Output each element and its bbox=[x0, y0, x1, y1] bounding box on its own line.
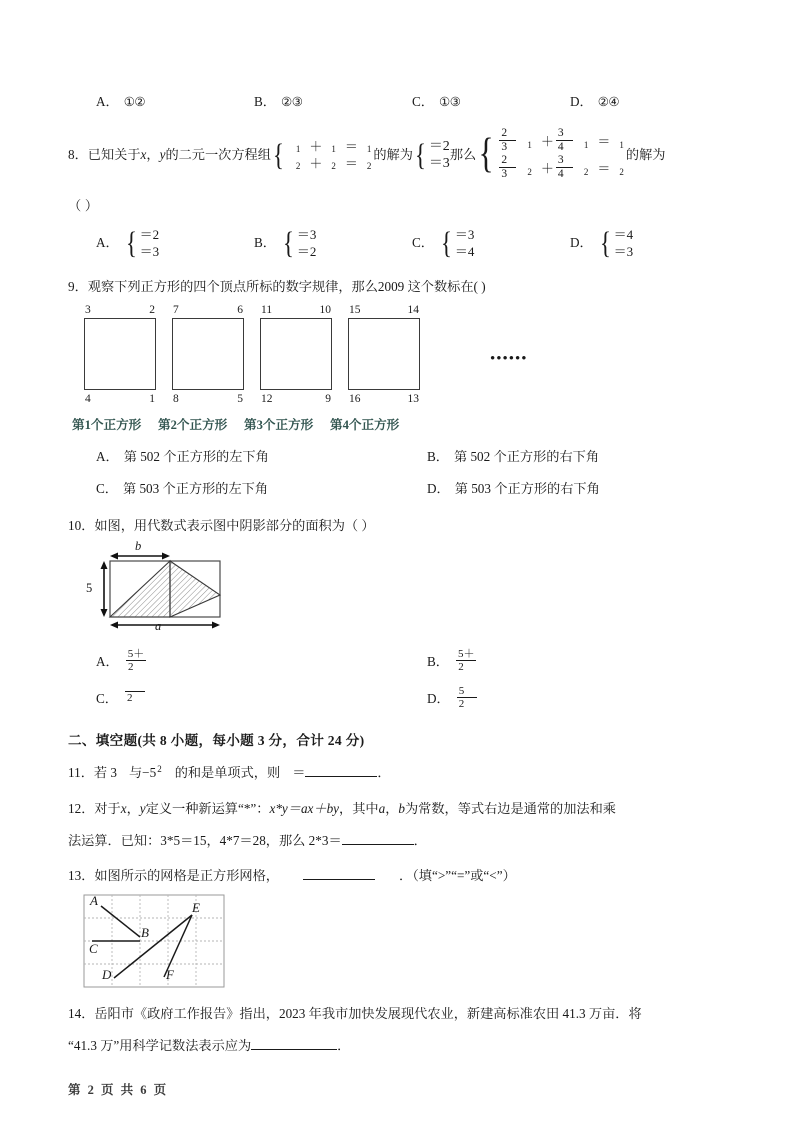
square-3-top-left: 11 bbox=[261, 304, 273, 316]
q8-system-2-row-2: ＝3 bbox=[428, 156, 450, 171]
question-8 bbox=[68, 128, 728, 182]
q9-option-b-label: B． bbox=[427, 449, 449, 464]
q10-option-d[interactable] bbox=[397, 686, 728, 711]
figure-label-5: 5 bbox=[86, 581, 93, 595]
q13-answer-blank[interactable] bbox=[303, 879, 375, 880]
q9-option-b-text: 第 502 个正方形的右下角 bbox=[453, 449, 600, 464]
grid-point-d-label: D bbox=[102, 967, 112, 982]
q10-option-d-denominator: 2 bbox=[457, 697, 477, 710]
brace-left-icon: { bbox=[599, 224, 611, 260]
q7-option-a[interactable] bbox=[96, 92, 254, 112]
q10-option-b-numerator: 5＋ bbox=[457, 648, 475, 660]
q14-line2-tail: ． bbox=[337, 1038, 351, 1053]
brace-left-icon: { bbox=[282, 224, 295, 260]
q7-option-c-value: ①③ bbox=[438, 95, 461, 109]
grid-point-c-label: C bbox=[89, 941, 98, 956]
q10-options-row-1 bbox=[68, 649, 728, 674]
q9-option-c-text: 第 503 个正方形的左下角 bbox=[122, 481, 269, 496]
square-4-bottom-left: 16 bbox=[349, 393, 361, 405]
q12-formula: x*y＝ax＋by bbox=[269, 801, 340, 816]
arrow-left-b-icon bbox=[110, 553, 118, 560]
square-2-bottom-left: 8 bbox=[173, 393, 179, 405]
arrow-down-5-icon bbox=[101, 609, 108, 617]
q14-number: 14． bbox=[68, 1006, 95, 1021]
q10-option-d-label: D． bbox=[427, 690, 450, 706]
q7-option-b[interactable] bbox=[254, 92, 412, 112]
q9-options-row-1 bbox=[68, 447, 728, 467]
square-1-bottom-left: 4 bbox=[85, 393, 91, 405]
square-3-caption: 第3个正方形 bbox=[244, 418, 314, 432]
square-2-caption: 第2个正方形 bbox=[158, 418, 228, 432]
q8-option-b[interactable] bbox=[254, 226, 412, 260]
question-10 bbox=[68, 515, 728, 537]
square-2-top-left: 7 bbox=[173, 304, 179, 316]
fraction: $\frac{2}{3}$ bbox=[499, 154, 516, 181]
brace-left-icon: { bbox=[125, 224, 137, 260]
question-12-line-1 bbox=[68, 798, 728, 820]
q11-part-4: ＝ bbox=[292, 765, 306, 780]
q10-option-c[interactable] bbox=[96, 686, 397, 711]
fraction: $\frac{3}{4}$ bbox=[556, 154, 573, 181]
square-outline bbox=[84, 318, 156, 390]
q10-option-a-fraction bbox=[126, 648, 147, 673]
q11-tail: ． bbox=[377, 765, 391, 780]
question-12-line-2 bbox=[68, 830, 728, 852]
q11-part-1: 若 3 bbox=[93, 765, 117, 780]
q8-var-y: y bbox=[159, 147, 166, 162]
q8-option-d-row-2: ＝3 bbox=[613, 244, 634, 259]
q11-part-2: 与−5 bbox=[128, 765, 157, 780]
q10-option-c-label: C． bbox=[96, 690, 118, 706]
figure-label-a: a bbox=[155, 619, 162, 633]
q12-number: 12． bbox=[68, 801, 95, 816]
q14-line-1: 岳阳市《政府工作报告》指出，2023 年我市加快发展现代农业，新建高标准农田 41.3 万亩．将 bbox=[94, 1006, 642, 1021]
q8-text-4: 那么 bbox=[449, 147, 477, 162]
q14-line2-a: “41.3 万”用科学记数法表示应为 bbox=[68, 1038, 252, 1053]
q8-system-2-row-1: ＝2 bbox=[428, 139, 450, 154]
q7-option-d[interactable] bbox=[570, 92, 728, 112]
q12-line1-d: 为常数，等式右边是通常的加法和乘 bbox=[404, 801, 616, 816]
ellipsis-dots: •••••• bbox=[490, 351, 528, 367]
q13-grid-figure bbox=[82, 893, 230, 989]
q8-option-a-row-2: ＝3 bbox=[139, 244, 160, 259]
grid-point-f-label: F bbox=[166, 967, 174, 982]
q10-number: 10． bbox=[68, 518, 95, 533]
q8-option-a-label: A． bbox=[96, 235, 119, 250]
q12-line2-tail: ． bbox=[413, 833, 427, 848]
q13-number: 13． bbox=[68, 868, 95, 883]
q10-option-b-label: B． bbox=[427, 653, 449, 669]
square-3-bottom-right: 9 bbox=[325, 393, 331, 405]
q9-option-d-text: 第 503 个正方形的右下角 bbox=[454, 481, 600, 496]
q9-square-captions bbox=[72, 414, 728, 433]
grid-point-b-label: B bbox=[141, 925, 149, 940]
square-outline bbox=[260, 318, 332, 390]
page-footer: 第 2 页 共 6 页 bbox=[68, 1083, 169, 1097]
q8-number: 8． bbox=[68, 147, 88, 162]
q10-option-d-numerator: 5 bbox=[458, 685, 465, 697]
q8-system-3-row-2: $\frac{2}{3}$ 2 ＋ $\frac{3}{4}$ 2 ＝ 2 bbox=[501, 154, 624, 180]
q9-number: 9． bbox=[68, 279, 88, 294]
q10-option-d-fraction bbox=[457, 685, 477, 710]
square-3-bottom-left: 12 bbox=[261, 393, 273, 405]
question-9 bbox=[68, 276, 728, 298]
q8-option-a-row-1: ＝2 bbox=[139, 227, 160, 242]
q8-system-1-row-2: 2 ＋ 2 ＝ 2 bbox=[295, 156, 372, 171]
fraction: $\frac{3}{4}$ bbox=[556, 127, 573, 154]
figure-label-b: b bbox=[135, 539, 142, 553]
q8-system-1 bbox=[271, 138, 373, 172]
grid-point-e-label: E bbox=[192, 900, 200, 915]
question-11 bbox=[68, 762, 728, 785]
question-13 bbox=[68, 865, 728, 887]
q9-squares-figure bbox=[76, 304, 728, 409]
q10-options-row-2 bbox=[68, 686, 728, 711]
q12-var-b: b bbox=[398, 801, 405, 816]
q12-line1-c: ，其中 bbox=[339, 801, 379, 816]
square-4-top-left: 15 bbox=[349, 304, 361, 316]
q12-var-x: x bbox=[120, 801, 127, 816]
q9-options-row-2 bbox=[68, 479, 728, 499]
brace-left-icon: { bbox=[272, 136, 284, 172]
brace-left-icon: { bbox=[478, 131, 494, 178]
q9-option-b[interactable] bbox=[397, 447, 728, 467]
q7-option-d-value: ②④ bbox=[597, 95, 620, 109]
q8-system-3-row-1: $\frac{2}{3}$ 1 ＋ $\frac{3}{4}$ 1 ＝ 1 bbox=[501, 127, 624, 153]
q9-option-a-text: 第 502 个正方形的左下角 bbox=[123, 449, 269, 464]
q13-text-a: 如图所示的网格是正方形网格， bbox=[94, 868, 279, 883]
square-1-top-left: 3 bbox=[85, 304, 91, 316]
q9-option-a-label: A． bbox=[96, 449, 119, 464]
q9-text: 观察下列正方形的四个顶点所标的数字规律，那么2009 这个数标在( ) bbox=[87, 279, 486, 294]
q10-option-b[interactable] bbox=[397, 649, 728, 674]
square-1-bottom-right: 1 bbox=[149, 393, 155, 405]
q8-option-c-label: C． bbox=[412, 235, 434, 250]
q11-part-3: 的和是单项式，则 bbox=[174, 765, 281, 780]
q7-options-row bbox=[68, 92, 728, 112]
section-2-heading: 二、填空题(共 8 小题，每小题 3 分，合计 24 分) bbox=[68, 733, 365, 748]
q12-comma: ， bbox=[126, 801, 140, 816]
square-2 bbox=[172, 304, 244, 405]
q9-option-d-label: D． bbox=[427, 481, 450, 496]
square-2-bottom-right: 5 bbox=[237, 393, 243, 405]
question-14-line-2 bbox=[68, 1035, 728, 1057]
q10-option-c-fraction bbox=[125, 691, 145, 704]
q8-comma: ， bbox=[146, 147, 160, 162]
q8-text-5: 的解为 bbox=[625, 147, 666, 162]
q8-text-1: 已知关于 bbox=[87, 147, 141, 162]
shaded-area-svg bbox=[82, 545, 257, 635]
q7-option-c-label: C． bbox=[412, 94, 434, 109]
brace-left-icon: { bbox=[414, 136, 426, 172]
square-3 bbox=[260, 304, 332, 405]
q12-line2-a: 法运算．已知：3*5＝15，4*7＝28，那么 2*3＝ bbox=[68, 833, 342, 848]
q7-option-a-label: A． bbox=[96, 94, 119, 109]
q7-option-b-label: B． bbox=[254, 94, 276, 109]
page-content bbox=[68, 82, 728, 1057]
q10-option-a-label: A． bbox=[96, 653, 119, 669]
square-2-top-right: 6 bbox=[237, 304, 243, 316]
q8-text-3: 的解为 bbox=[373, 147, 413, 162]
q12-line1-a: 对于 bbox=[94, 801, 121, 816]
square-4-bottom-right: 13 bbox=[407, 393, 419, 405]
q10-text: 如图，用代数式表示图中阴影部分的面积为（ ） bbox=[94, 518, 375, 533]
q8-option-d-row-1: ＝4 bbox=[613, 227, 634, 242]
q10-shaded-area-figure bbox=[82, 539, 257, 635]
square-3-top-right: 10 bbox=[319, 304, 331, 316]
arrow-up-5-icon bbox=[101, 561, 108, 569]
q8-option-c[interactable] bbox=[412, 226, 570, 260]
q12-answer-blank[interactable] bbox=[342, 844, 414, 845]
q10-option-a-denominator: 2 bbox=[126, 660, 146, 673]
q7-option-a-value: ①② bbox=[123, 95, 146, 109]
q8-answer-paren: （ ） bbox=[68, 198, 99, 213]
square-outline bbox=[348, 318, 420, 390]
q9-option-c[interactable] bbox=[96, 479, 397, 499]
q7-option-b-value: ②③ bbox=[280, 95, 303, 109]
q14-answer-blank[interactable] bbox=[251, 1049, 337, 1050]
q8-option-c-row-1: ＝3 bbox=[454, 227, 475, 242]
q8-system-2 bbox=[413, 138, 450, 172]
q8-text-2: 的二元一次方程组 bbox=[165, 147, 271, 162]
q8-system-1-row-1: 1 ＋ 1 ＝ 1 bbox=[295, 139, 372, 154]
square-1-caption: 第1个正方形 bbox=[72, 418, 142, 432]
arrow-right-b-icon bbox=[162, 553, 170, 560]
arrow-right-a-icon bbox=[212, 622, 220, 629]
q11-number: 11． bbox=[68, 765, 94, 780]
q10-option-c-denominator: 2 bbox=[125, 691, 145, 704]
grid-point-a-label: A bbox=[90, 893, 98, 908]
q12-var-y: y bbox=[139, 801, 146, 816]
q8-var-x: x bbox=[140, 147, 147, 162]
q9-option-c-label: C． bbox=[96, 481, 118, 496]
q12-var-a: a bbox=[378, 801, 386, 816]
q8-option-b-row-2: ＝2 bbox=[296, 244, 317, 259]
q8-option-a[interactable] bbox=[96, 226, 254, 260]
q10-option-b-fraction bbox=[456, 648, 477, 673]
q8-option-d-label: D． bbox=[570, 235, 593, 250]
q10-option-a[interactable] bbox=[96, 649, 397, 674]
q11-answer-blank[interactable] bbox=[305, 776, 377, 777]
q12-comma-2: ， bbox=[385, 801, 399, 816]
q8-option-b-label: B． bbox=[254, 235, 276, 250]
q8-system-3 bbox=[476, 128, 626, 182]
square-4 bbox=[348, 304, 420, 405]
square-1 bbox=[84, 304, 156, 405]
q12-line1-b: 定义一种新运算“*”： bbox=[145, 801, 270, 816]
q8-option-d[interactable] bbox=[570, 226, 728, 260]
square-outline bbox=[172, 318, 244, 390]
square-4-caption: 第4个正方形 bbox=[330, 418, 400, 432]
fraction: $\frac{2}{3}$ bbox=[499, 127, 516, 154]
q8-option-b-row-1: ＝3 bbox=[296, 227, 317, 242]
question-14-line-1 bbox=[68, 1003, 728, 1025]
q7-option-c[interactable] bbox=[412, 92, 570, 112]
q13-text-b: ．（填“>”“=”或“<”） bbox=[399, 868, 516, 883]
square-4-top-right: 14 bbox=[407, 304, 419, 316]
q9-option-d[interactable] bbox=[397, 479, 728, 499]
q11-exponent: 2 bbox=[157, 764, 162, 774]
q7-option-d-label: D． bbox=[570, 94, 593, 109]
brace-left-icon: { bbox=[440, 224, 453, 260]
square-1-top-right: 2 bbox=[149, 304, 155, 316]
q10-option-b-denominator: 2 bbox=[456, 660, 476, 673]
q8-option-c-row-2: ＝4 bbox=[454, 244, 475, 259]
arrow-left-a-icon bbox=[110, 622, 118, 629]
q8-options-row bbox=[68, 226, 728, 260]
q10-option-a-numerator: 5＋ bbox=[127, 648, 145, 660]
q9-option-a[interactable] bbox=[96, 447, 397, 467]
